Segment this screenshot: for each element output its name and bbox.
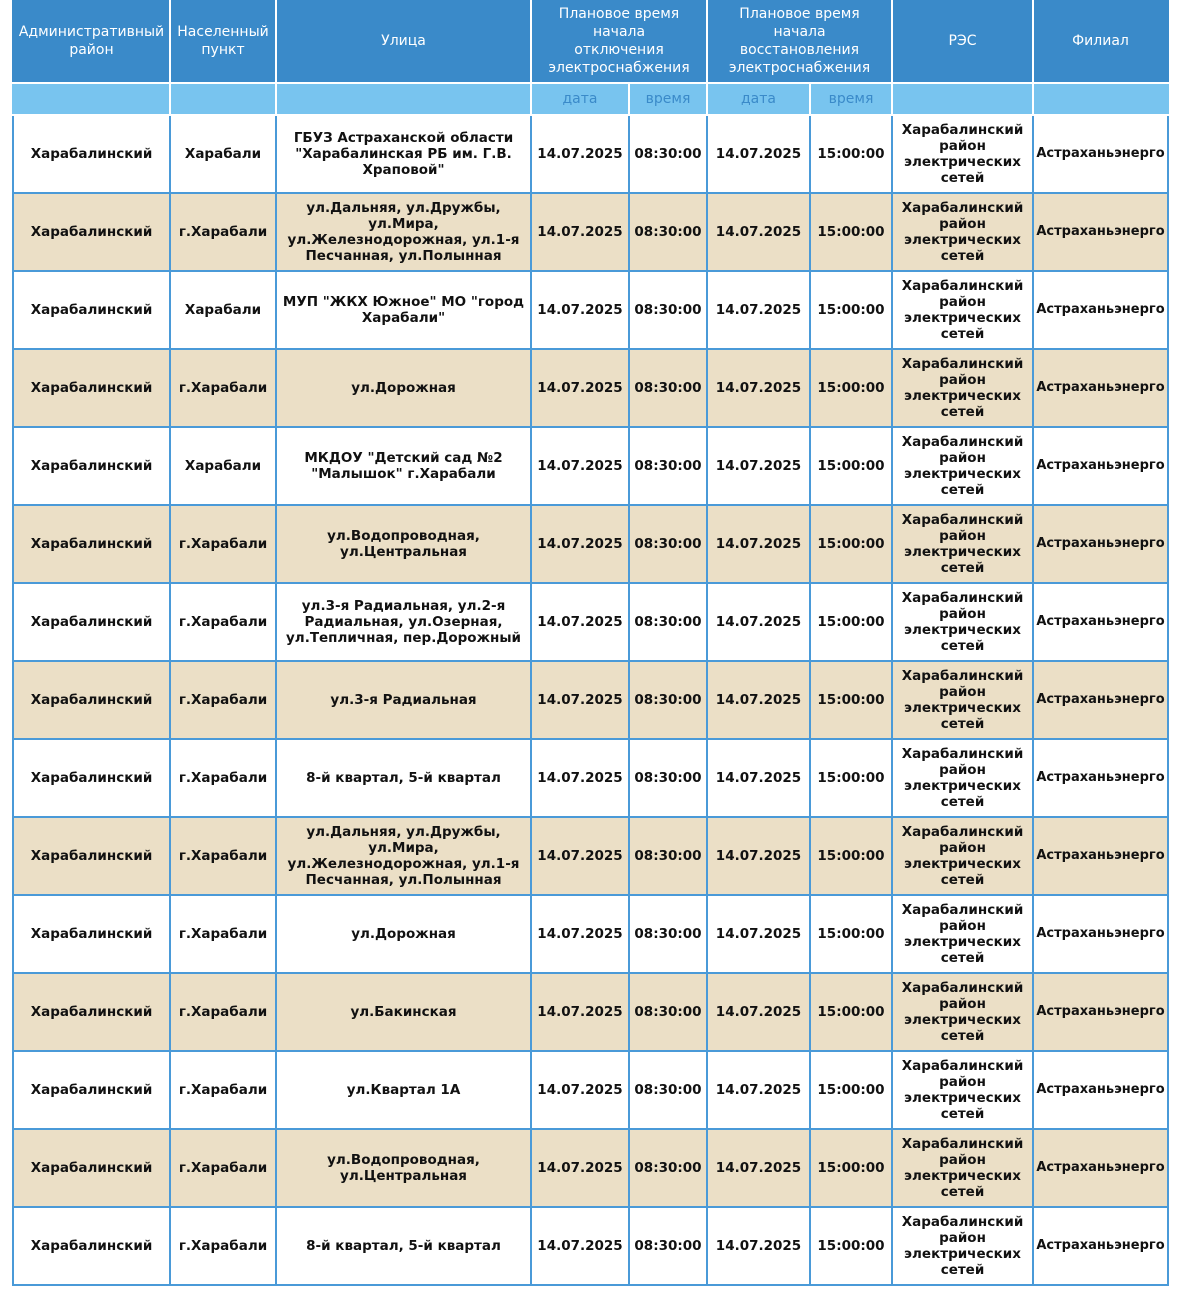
cell-restore-date: 14.07.2025 — [707, 505, 810, 583]
cell-restore-date: 14.07.2025 — [707, 115, 810, 193]
cell-outage-date: 14.07.2025 — [531, 739, 629, 817]
cell-restore-time: 15:00:00 — [810, 1129, 892, 1207]
cell-outage-time: 08:30:00 — [629, 1051, 707, 1129]
subheader-empty — [170, 83, 276, 115]
cell-outage-time: 08:30:00 — [629, 193, 707, 271]
header-street: Улица — [276, 0, 531, 83]
subheader-row — [13, 83, 1168, 115]
table-row — [13, 1129, 1168, 1207]
subheader-empty — [892, 83, 1033, 115]
cell-res: Харабалинский район электрических сетей — [892, 1129, 1033, 1207]
cell-locality: г.Харабали — [170, 193, 276, 271]
cell-locality: г.Харабали — [170, 1207, 276, 1285]
cell-street: ул.Дальняя, ул.Дружбы, ул.Мира, ул.Железнодорожная, ул.1-я Песчанная, ул.Полынная — [276, 193, 531, 271]
cell-district: Харабалинский — [13, 193, 170, 271]
cell-district: Харабалинский — [13, 1051, 170, 1129]
table-row — [13, 505, 1168, 583]
cell-branch: Астраханьэнерго — [1033, 427, 1168, 505]
table-row — [13, 895, 1168, 973]
cell-locality: г.Харабали — [170, 973, 276, 1051]
cell-outage-date: 14.07.2025 — [531, 193, 629, 271]
header-row — [13, 0, 1168, 83]
cell-locality: Харабали — [170, 427, 276, 505]
cell-restore-time: 15:00:00 — [810, 661, 892, 739]
cell-res: Харабалинский район электрических сетей — [892, 1207, 1033, 1285]
cell-restore-time: 15:00:00 — [810, 115, 892, 193]
cell-outage-time: 08:30:00 — [629, 661, 707, 739]
cell-res: Харабалинский район электрических сетей — [892, 1051, 1033, 1129]
cell-locality: г.Харабали — [170, 895, 276, 973]
subheader-outage-time: время — [629, 83, 707, 115]
cell-res: Харабалинский район электрических сетей — [892, 895, 1033, 973]
cell-res: Харабалинский район электрических сетей — [892, 349, 1033, 427]
cell-street: ул.Дорожная — [276, 349, 531, 427]
cell-street: 8-й квартал, 5-й квартал — [276, 739, 531, 817]
cell-outage-time: 08:30:00 — [629, 271, 707, 349]
cell-restore-time: 15:00:00 — [810, 739, 892, 817]
cell-branch: Астраханьэнерго — [1033, 1207, 1168, 1285]
header-locality: Населенный пункт — [170, 0, 276, 83]
cell-locality: г.Харабали — [170, 817, 276, 895]
cell-street: ГБУЗ Астраханской области "Харабалинская РБ им. Г.В. Храповой" — [276, 115, 531, 193]
cell-district: Харабалинский — [13, 1129, 170, 1207]
cell-branch: Астраханьэнерго — [1033, 349, 1168, 427]
cell-restore-time: 15:00:00 — [810, 583, 892, 661]
cell-res: Харабалинский район электрических сетей — [892, 427, 1033, 505]
cell-outage-time: 08:30:00 — [629, 427, 707, 505]
cell-district: Харабалинский — [13, 895, 170, 973]
cell-outage-date: 14.07.2025 — [531, 973, 629, 1051]
cell-locality: Харабали — [170, 115, 276, 193]
table-row — [13, 661, 1168, 739]
cell-outage-time: 08:30:00 — [629, 1207, 707, 1285]
cell-outage-date: 14.07.2025 — [531, 1207, 629, 1285]
cell-outage-time: 08:30:00 — [629, 1129, 707, 1207]
subheader-empty — [276, 83, 531, 115]
table-row — [13, 973, 1168, 1051]
cell-district: Харабалинский — [13, 817, 170, 895]
cell-res: Харабалинский район электрических сетей — [892, 583, 1033, 661]
header-res: РЭС — [892, 0, 1033, 83]
cell-branch: Астраханьэнерго — [1033, 505, 1168, 583]
cell-locality: г.Харабали — [170, 349, 276, 427]
cell-district: Харабалинский — [13, 427, 170, 505]
cell-branch: Астраханьэнерго — [1033, 661, 1168, 739]
cell-locality: г.Харабали — [170, 505, 276, 583]
header-outage-start: Плановое время начала отключения электроснабжения — [531, 0, 707, 83]
header-branch: Филиал — [1033, 0, 1168, 83]
cell-district: Харабалинский — [13, 115, 170, 193]
cell-restore-date: 14.07.2025 — [707, 1051, 810, 1129]
table-row — [13, 271, 1168, 349]
cell-street: ул.Водопроводная, ул.Центральная — [276, 505, 531, 583]
cell-restore-date: 14.07.2025 — [707, 739, 810, 817]
cell-outage-date: 14.07.2025 — [531, 817, 629, 895]
cell-outage-date: 14.07.2025 — [531, 1129, 629, 1207]
table-row — [13, 193, 1168, 271]
cell-locality: г.Харабали — [170, 1129, 276, 1207]
cell-outage-time: 08:30:00 — [629, 349, 707, 427]
cell-street: ул.Квартал 1А — [276, 1051, 531, 1129]
cell-outage-time: 08:30:00 — [629, 973, 707, 1051]
cell-restore-time: 15:00:00 — [810, 1207, 892, 1285]
cell-res: Харабалинский район электрических сетей — [892, 505, 1033, 583]
header-district: Административный район — [13, 0, 170, 83]
header-restore-start: Плановое время начала восстановления электроснабжения — [707, 0, 892, 83]
cell-street: 8-й квартал, 5-й квартал — [276, 1207, 531, 1285]
cell-restore-time: 15:00:00 — [810, 427, 892, 505]
cell-branch: Астраханьэнерго — [1033, 973, 1168, 1051]
cell-locality: Харабали — [170, 271, 276, 349]
cell-district: Харабалинский — [13, 583, 170, 661]
cell-outage-date: 14.07.2025 — [531, 349, 629, 427]
cell-restore-date: 14.07.2025 — [707, 427, 810, 505]
cell-district: Харабалинский — [13, 505, 170, 583]
cell-restore-date: 14.07.2025 — [707, 349, 810, 427]
cell-branch: Астраханьэнерго — [1033, 583, 1168, 661]
cell-restore-date: 14.07.2025 — [707, 661, 810, 739]
cell-street: ул.Дальняя, ул.Дружбы, ул.Мира, ул.Железнодорожная, ул.1-я Песчанная, ул.Полынная — [276, 817, 531, 895]
cell-outage-time: 08:30:00 — [629, 505, 707, 583]
cell-restore-date: 14.07.2025 — [707, 271, 810, 349]
cell-outage-date: 14.07.2025 — [531, 661, 629, 739]
cell-district: Харабалинский — [13, 661, 170, 739]
cell-street: МУП "ЖКХ Южное" МО "город Харабали" — [276, 271, 531, 349]
subheader-empty — [1033, 83, 1168, 115]
cell-outage-date: 14.07.2025 — [531, 895, 629, 973]
table-row — [13, 349, 1168, 427]
cell-res: Харабалинский район электрических сетей — [892, 271, 1033, 349]
cell-res: Харабалинский район электрических сетей — [892, 661, 1033, 739]
subheader-empty — [13, 83, 170, 115]
cell-branch: Астраханьэнерго — [1033, 271, 1168, 349]
cell-locality: г.Харабали — [170, 739, 276, 817]
table-row — [13, 583, 1168, 661]
cell-outage-date: 14.07.2025 — [531, 427, 629, 505]
cell-branch: Астраханьэнерго — [1033, 1129, 1168, 1207]
cell-restore-time: 15:00:00 — [810, 193, 892, 271]
table-row — [13, 817, 1168, 895]
cell-outage-time: 08:30:00 — [629, 739, 707, 817]
cell-street: ул.3-я Радиальная — [276, 661, 531, 739]
cell-outage-time: 08:30:00 — [629, 583, 707, 661]
cell-restore-date: 14.07.2025 — [707, 1129, 810, 1207]
cell-street: ул.Бакинская — [276, 973, 531, 1051]
cell-restore-date: 14.07.2025 — [707, 895, 810, 973]
table-row — [13, 427, 1168, 505]
table-body — [13, 115, 1168, 1285]
cell-res: Харабалинский район электрических сетей — [892, 817, 1033, 895]
cell-outage-date: 14.07.2025 — [531, 505, 629, 583]
cell-branch: Астраханьэнерго — [1033, 115, 1168, 193]
table-row — [13, 115, 1168, 193]
cell-district: Харабалинский — [13, 973, 170, 1051]
outage-table — [12, 0, 1169, 1286]
cell-street: МКДОУ "Детский сад №2 "Малышок" г.Харабали — [276, 427, 531, 505]
subheader-restore-time: время — [810, 83, 892, 115]
cell-outage-date: 14.07.2025 — [531, 1051, 629, 1129]
subheader-restore-date: дата — [707, 83, 810, 115]
cell-branch: Астраханьэнерго — [1033, 1051, 1168, 1129]
cell-street: ул.3-я Радиальная, ул.2-я Радиальная, ул.Озерная, ул.Тепличная, пер.Дорожный — [276, 583, 531, 661]
cell-res: Харабалинский район электрических сетей — [892, 973, 1033, 1051]
table-row — [13, 1207, 1168, 1285]
cell-restore-time: 15:00:00 — [810, 1051, 892, 1129]
cell-restore-date: 14.07.2025 — [707, 1207, 810, 1285]
cell-branch: Астраханьэнерго — [1033, 739, 1168, 817]
cell-restore-date: 14.07.2025 — [707, 193, 810, 271]
cell-outage-time: 08:30:00 — [629, 115, 707, 193]
outage-table-container — [12, 0, 1167, 1286]
cell-district: Харабалинский — [13, 1207, 170, 1285]
cell-restore-date: 14.07.2025 — [707, 817, 810, 895]
cell-locality: г.Харабали — [170, 661, 276, 739]
cell-outage-date: 14.07.2025 — [531, 115, 629, 193]
cell-branch: Астраханьэнерго — [1033, 895, 1168, 973]
cell-district: Харабалинский — [13, 349, 170, 427]
cell-restore-time: 15:00:00 — [810, 895, 892, 973]
cell-branch: Астраханьэнерго — [1033, 193, 1168, 271]
cell-res: Харабалинский район электрических сетей — [892, 115, 1033, 193]
cell-restore-time: 15:00:00 — [810, 271, 892, 349]
cell-outage-time: 08:30:00 — [629, 817, 707, 895]
cell-outage-date: 14.07.2025 — [531, 271, 629, 349]
cell-outage-date: 14.07.2025 — [531, 583, 629, 661]
cell-street: ул.Водопроводная, ул.Центральная — [276, 1129, 531, 1207]
cell-street: ул.Дорожная — [276, 895, 531, 973]
cell-district: Харабалинский — [13, 271, 170, 349]
cell-restore-date: 14.07.2025 — [707, 583, 810, 661]
cell-district: Харабалинский — [13, 739, 170, 817]
cell-restore-time: 15:00:00 — [810, 505, 892, 583]
cell-res: Харабалинский район электрических сетей — [892, 739, 1033, 817]
cell-res: Харабалинский район электрических сетей — [892, 193, 1033, 271]
subheader-outage-date: дата — [531, 83, 629, 115]
table-row — [13, 739, 1168, 817]
cell-outage-time: 08:30:00 — [629, 895, 707, 973]
cell-locality: г.Харабали — [170, 1051, 276, 1129]
cell-restore-date: 14.07.2025 — [707, 973, 810, 1051]
cell-restore-time: 15:00:00 — [810, 973, 892, 1051]
cell-restore-time: 15:00:00 — [810, 349, 892, 427]
table-row — [13, 1051, 1168, 1129]
cell-branch: Астраханьэнерго — [1033, 817, 1168, 895]
cell-restore-time: 15:00:00 — [810, 817, 892, 895]
cell-locality: г.Харабали — [170, 583, 276, 661]
